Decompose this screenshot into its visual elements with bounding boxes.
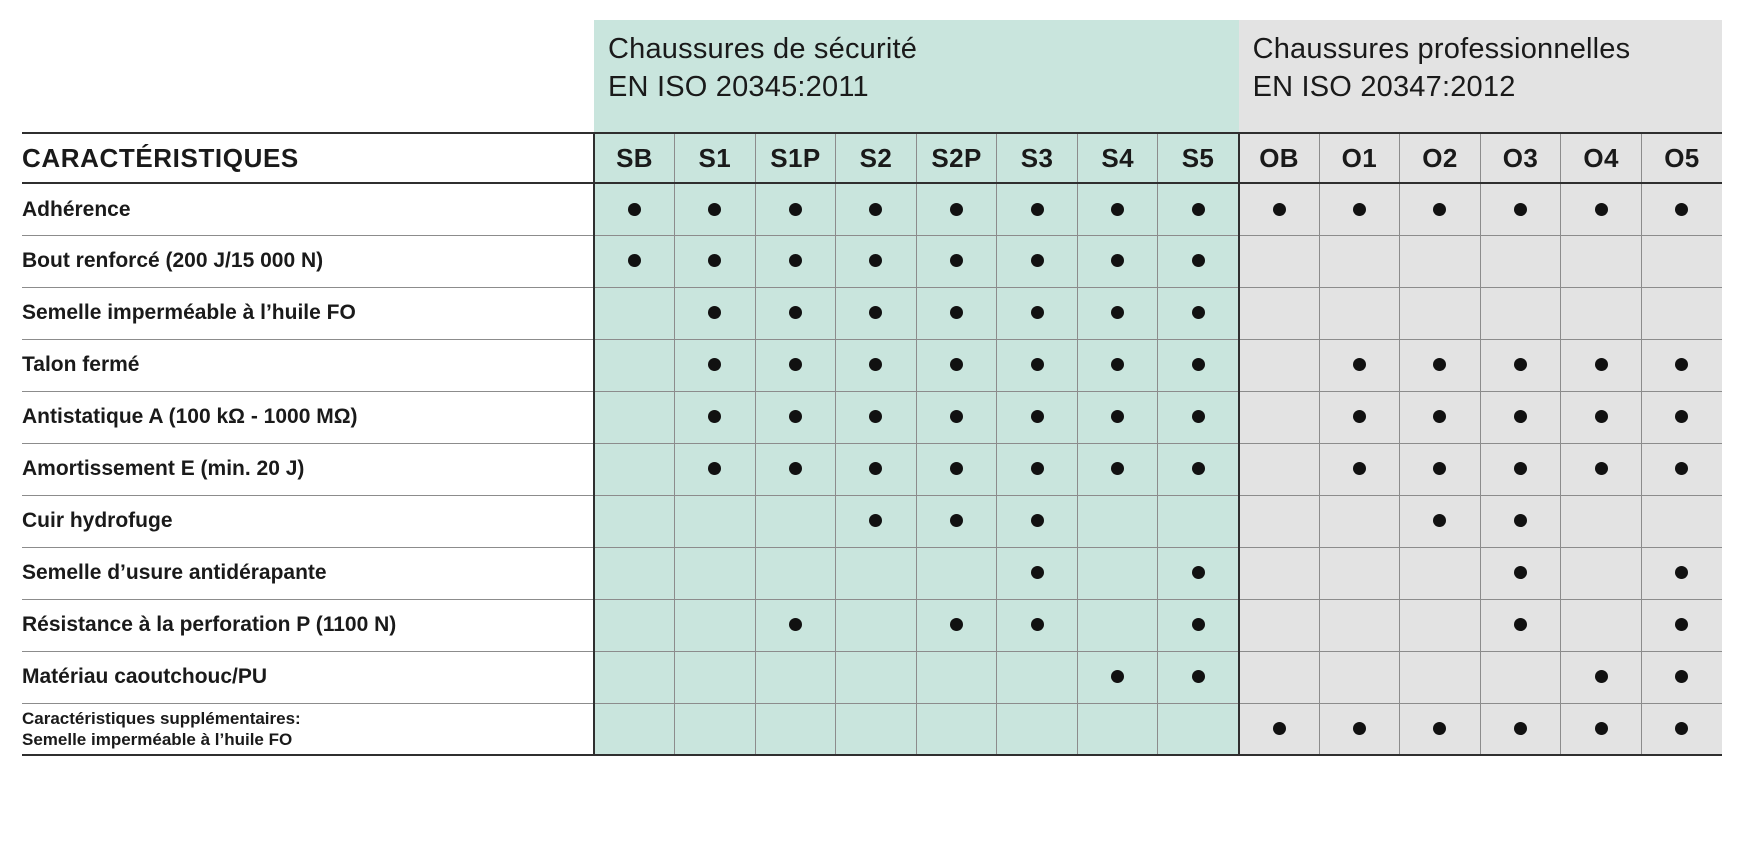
cell-o1-r4	[1319, 339, 1400, 391]
dot-icon	[1675, 618, 1688, 631]
cell-s3-r10	[997, 651, 1078, 703]
cell-s3-r3	[997, 287, 1078, 339]
cell-s5-r10	[1158, 651, 1239, 703]
feature-label: Adhérence	[22, 183, 594, 235]
dot-icon	[789, 618, 802, 631]
dot-icon	[869, 306, 882, 319]
cell-s2-r8	[836, 547, 917, 599]
dot-icon	[1514, 358, 1527, 371]
cell-sb-r9	[594, 599, 675, 651]
column-header-o5: O5	[1641, 133, 1722, 183]
dot-icon	[1675, 203, 1688, 216]
cell-o2-r1	[1400, 183, 1481, 235]
dot-icon	[708, 410, 721, 423]
dot-icon	[1031, 254, 1044, 267]
dot-icon	[1595, 203, 1608, 216]
column-header-s3: S3	[997, 133, 1078, 183]
table-row	[22, 547, 1722, 599]
cell-o1-r10	[1319, 651, 1400, 703]
dot-icon	[1192, 462, 1205, 475]
dot-icon	[708, 203, 721, 216]
column-header-o1: O1	[1319, 133, 1400, 183]
cell-s1-r2	[675, 235, 756, 287]
cell-s5-r1	[1158, 183, 1239, 235]
dot-icon	[1031, 566, 1044, 579]
cell-o3-r5	[1480, 391, 1561, 443]
cell-s1-r6	[675, 443, 756, 495]
cell-s2-r5	[836, 391, 917, 443]
dot-icon	[869, 514, 882, 527]
column-header-s4: S4	[1077, 133, 1158, 183]
cell-o4-r10	[1561, 651, 1642, 703]
dot-icon	[789, 358, 802, 371]
dot-icon	[950, 462, 963, 475]
group-safety-title: Chaussures de sécurité	[608, 33, 918, 65]
cell-s1-r8	[675, 547, 756, 599]
feature-label: Antistatique A (100 kΩ - 1000 MΩ)	[22, 391, 594, 443]
column-header-s2: S2	[836, 133, 917, 183]
dot-icon	[1192, 254, 1205, 267]
cell-ob-r3	[1239, 287, 1320, 339]
cell-s1-r1	[675, 183, 756, 235]
dot-icon	[869, 203, 882, 216]
dot-icon	[950, 306, 963, 319]
dot-icon	[789, 462, 802, 475]
group-professional-standard: EN ISO 20347:2012	[1252, 71, 1516, 104]
cell-o4-r7	[1561, 495, 1642, 547]
dot-icon	[1192, 618, 1205, 631]
dot-icon	[950, 254, 963, 267]
cell-o2-r2	[1400, 235, 1481, 287]
cell-sb-r8	[594, 547, 675, 599]
cell-s1p-r9	[755, 599, 836, 651]
table-body	[22, 20, 1722, 755]
cell-o5-r2	[1641, 235, 1722, 287]
dot-icon	[1192, 670, 1205, 683]
dot-icon	[1353, 203, 1366, 216]
cell-s1p-r4	[755, 339, 836, 391]
cell-s5-r9	[1158, 599, 1239, 651]
cell-s1-r4	[675, 339, 756, 391]
cell-s1-r7	[675, 495, 756, 547]
cell-s1p-r10	[755, 651, 836, 703]
cell-s4-r1	[1077, 183, 1158, 235]
cell-o5-r5	[1641, 391, 1722, 443]
cell-s4-r8	[1077, 547, 1158, 599]
cell-ob-r8	[1239, 547, 1320, 599]
cell-o2-r3	[1400, 287, 1481, 339]
dot-icon	[1675, 722, 1688, 735]
cell-s1p-r1	[755, 183, 836, 235]
group-professional-title: Chaussures professionnelles	[1252, 33, 1631, 65]
dot-icon	[950, 618, 963, 631]
column-header-s5: S5	[1158, 133, 1239, 183]
cell-s1-r11	[675, 703, 756, 755]
dot-icon	[1433, 410, 1446, 423]
cell-o5-r3	[1641, 287, 1722, 339]
dot-icon	[1675, 566, 1688, 579]
dot-icon	[1433, 462, 1446, 475]
table-row	[22, 495, 1722, 547]
cell-s4-r10	[1077, 651, 1158, 703]
column-header-sb: SB	[594, 133, 675, 183]
dot-icon	[1595, 358, 1608, 371]
cell-s5-r5	[1158, 391, 1239, 443]
group-header-spacer	[22, 20, 594, 133]
cell-s1p-r7	[755, 495, 836, 547]
cell-s2p-r1	[916, 183, 997, 235]
dot-icon	[628, 203, 641, 216]
cell-s4-r3	[1077, 287, 1158, 339]
cell-s2p-r11	[916, 703, 997, 755]
cell-ob-r4	[1239, 339, 1320, 391]
cell-o5-r1	[1641, 183, 1722, 235]
dot-icon	[950, 358, 963, 371]
cell-s3-r9	[997, 599, 1078, 651]
table-row	[22, 599, 1722, 651]
cell-s4-r5	[1077, 391, 1158, 443]
cell-ob-r7	[1239, 495, 1320, 547]
feature-label: Matériau caoutchouc/PU	[22, 651, 594, 703]
dot-icon	[1353, 722, 1366, 735]
cell-o2-r6	[1400, 443, 1481, 495]
cell-s1p-r8	[755, 547, 836, 599]
cell-s1-r10	[675, 651, 756, 703]
cell-o4-r3	[1561, 287, 1642, 339]
cell-s2p-r5	[916, 391, 997, 443]
dot-icon	[1514, 514, 1527, 527]
cell-o1-r5	[1319, 391, 1400, 443]
dot-icon	[1111, 358, 1124, 371]
column-header-s2p: S2P	[916, 133, 997, 183]
cell-o4-r6	[1561, 443, 1642, 495]
column-header-o3: O3	[1480, 133, 1561, 183]
cell-s2p-r2	[916, 235, 997, 287]
dot-icon	[1192, 566, 1205, 579]
cell-s2-r7	[836, 495, 917, 547]
cell-s2-r6	[836, 443, 917, 495]
feature-label-line: Semelle imperméable à l’huile FO	[22, 729, 293, 749]
dot-icon	[1192, 203, 1205, 216]
cell-sb-r2	[594, 235, 675, 287]
feature-label: Résistance à la perforation P (1100 N)	[22, 599, 594, 651]
dot-icon	[1433, 514, 1446, 527]
dot-icon	[869, 358, 882, 371]
cell-o3-r3	[1480, 287, 1561, 339]
cell-s4-r11	[1077, 703, 1158, 755]
dot-icon	[1192, 306, 1205, 319]
cell-ob-r6	[1239, 443, 1320, 495]
cell-o5-r11	[1641, 703, 1722, 755]
cell-sb-r1	[594, 183, 675, 235]
column-header-o2: O2	[1400, 133, 1481, 183]
cell-o5-r8	[1641, 547, 1722, 599]
dot-icon	[1031, 358, 1044, 371]
dot-icon	[1111, 410, 1124, 423]
table-row	[22, 391, 1722, 443]
dot-icon	[1031, 514, 1044, 527]
column-header-s1: S1	[675, 133, 756, 183]
cell-o1-r2	[1319, 235, 1400, 287]
cell-o1-r1	[1319, 183, 1400, 235]
cell-s5-r11	[1158, 703, 1239, 755]
cell-o3-r10	[1480, 651, 1561, 703]
dot-icon	[1433, 722, 1446, 735]
cell-o2-r7	[1400, 495, 1481, 547]
dot-icon	[869, 410, 882, 423]
cell-o2-r11	[1400, 703, 1481, 755]
dot-icon	[1031, 203, 1044, 216]
cell-o4-r8	[1561, 547, 1642, 599]
cell-s4-r7	[1077, 495, 1158, 547]
dot-icon	[1675, 462, 1688, 475]
cell-s3-r7	[997, 495, 1078, 547]
cell-o2-r5	[1400, 391, 1481, 443]
cell-o1-r3	[1319, 287, 1400, 339]
dot-icon	[1111, 254, 1124, 267]
cell-ob-r10	[1239, 651, 1320, 703]
cell-s4-r9	[1077, 599, 1158, 651]
cell-o1-r7	[1319, 495, 1400, 547]
cell-s3-r1	[997, 183, 1078, 235]
cell-s5-r2	[1158, 235, 1239, 287]
feature-label: Semelle imperméable à l’huile FO	[22, 287, 594, 339]
cell-s2p-r9	[916, 599, 997, 651]
cell-s2-r11	[836, 703, 917, 755]
cell-o3-r8	[1480, 547, 1561, 599]
cell-o5-r10	[1641, 651, 1722, 703]
cell-s4-r6	[1077, 443, 1158, 495]
cell-s1-r3	[675, 287, 756, 339]
dot-icon	[1353, 462, 1366, 475]
cell-o3-r2	[1480, 235, 1561, 287]
table-row	[22, 443, 1722, 495]
column-header-o4: O4	[1561, 133, 1642, 183]
dot-icon	[1433, 358, 1446, 371]
cell-o4-r5	[1561, 391, 1642, 443]
column-header-s1p: S1P	[755, 133, 836, 183]
cell-s1p-r3	[755, 287, 836, 339]
dot-icon	[1595, 670, 1608, 683]
dot-icon	[1111, 670, 1124, 683]
dot-icon	[1595, 462, 1608, 475]
feature-label: Cuir hydrofuge	[22, 495, 594, 547]
cell-o5-r9	[1641, 599, 1722, 651]
cell-s1p-r5	[755, 391, 836, 443]
dot-icon	[1192, 410, 1205, 423]
cell-o2-r8	[1400, 547, 1481, 599]
dot-icon	[1111, 462, 1124, 475]
table-row	[22, 183, 1722, 235]
cell-s2p-r4	[916, 339, 997, 391]
cell-sb-r4	[594, 339, 675, 391]
dot-icon	[708, 306, 721, 319]
feature-label-line: Caractéristiques supplémentaires:	[22, 708, 301, 728]
cell-o5-r6	[1641, 443, 1722, 495]
cell-o3-r9	[1480, 599, 1561, 651]
cell-o4-r11	[1561, 703, 1642, 755]
cell-s1p-r2	[755, 235, 836, 287]
dot-icon	[950, 410, 963, 423]
cell-s4-r2	[1077, 235, 1158, 287]
cell-o3-r11	[1480, 703, 1561, 755]
dot-icon	[628, 254, 641, 267]
dot-icon	[1514, 410, 1527, 423]
table-row	[22, 339, 1722, 391]
cell-s2p-r3	[916, 287, 997, 339]
cell-s3-r4	[997, 339, 1078, 391]
cell-s3-r8	[997, 547, 1078, 599]
dot-icon	[1192, 358, 1205, 371]
cell-s3-r2	[997, 235, 1078, 287]
group-safety-standard: EN ISO 20345:2011	[608, 71, 869, 104]
dot-icon	[1111, 306, 1124, 319]
cell-ob-r2	[1239, 235, 1320, 287]
cell-o2-r4	[1400, 339, 1481, 391]
cell-s5-r8	[1158, 547, 1239, 599]
dot-icon	[1031, 410, 1044, 423]
cell-s2-r4	[836, 339, 917, 391]
feature-label: Semelle d’usure antidérapante	[22, 547, 594, 599]
dot-icon	[1514, 722, 1527, 735]
cell-o3-r7	[1480, 495, 1561, 547]
cell-s1p-r11	[755, 703, 836, 755]
cell-sb-r6	[594, 443, 675, 495]
cell-s1-r5	[675, 391, 756, 443]
cell-ob-r5	[1239, 391, 1320, 443]
dot-icon	[789, 254, 802, 267]
dot-icon	[1273, 203, 1286, 216]
dot-icon	[708, 254, 721, 267]
cell-s2p-r6	[916, 443, 997, 495]
cell-s5-r4	[1158, 339, 1239, 391]
dot-icon	[1675, 670, 1688, 683]
dot-icon	[708, 462, 721, 475]
cell-s2p-r10	[916, 651, 997, 703]
cell-o1-r11	[1319, 703, 1400, 755]
cell-s3-r6	[997, 443, 1078, 495]
cell-o3-r1	[1480, 183, 1561, 235]
dot-icon	[1595, 722, 1608, 735]
cell-s2-r1	[836, 183, 917, 235]
cell-o3-r4	[1480, 339, 1561, 391]
cell-s5-r6	[1158, 443, 1239, 495]
cell-s3-r11	[997, 703, 1078, 755]
cell-s4-r4	[1077, 339, 1158, 391]
cell-s3-r5	[997, 391, 1078, 443]
dot-icon	[1353, 358, 1366, 371]
feature-label: Talon fermé	[22, 339, 594, 391]
cell-o4-r1	[1561, 183, 1642, 235]
cell-s2-r10	[836, 651, 917, 703]
dot-icon	[869, 462, 882, 475]
group-header-safety	[594, 20, 1239, 133]
table-row	[22, 235, 1722, 287]
cell-sb-r7	[594, 495, 675, 547]
dot-icon	[869, 254, 882, 267]
cell-o4-r4	[1561, 339, 1642, 391]
dot-icon	[789, 203, 802, 216]
dot-icon	[1353, 410, 1366, 423]
cell-s1p-r6	[755, 443, 836, 495]
cell-o1-r8	[1319, 547, 1400, 599]
group-header-professional	[1239, 20, 1722, 133]
dot-icon	[950, 203, 963, 216]
cell-s5-r7	[1158, 495, 1239, 547]
table-row	[22, 703, 1722, 755]
cell-ob-r1	[1239, 183, 1320, 235]
cell-sb-r11	[594, 703, 675, 755]
dot-icon	[1595, 410, 1608, 423]
dot-icon	[1675, 358, 1688, 371]
dot-icon	[1111, 203, 1124, 216]
dot-icon	[708, 358, 721, 371]
cell-o5-r7	[1641, 495, 1722, 547]
cell-ob-r9	[1239, 599, 1320, 651]
cell-sb-r3	[594, 287, 675, 339]
cell-sb-r5	[594, 391, 675, 443]
dot-icon	[789, 306, 802, 319]
group-header-row	[22, 20, 1722, 133]
cell-s2p-r7	[916, 495, 997, 547]
cell-o1-r6	[1319, 443, 1400, 495]
cell-o3-r6	[1480, 443, 1561, 495]
dot-icon	[1514, 618, 1527, 631]
cell-o4-r9	[1561, 599, 1642, 651]
footwear-standards-table	[22, 20, 1722, 756]
cell-s2-r9	[836, 599, 917, 651]
dot-icon	[950, 514, 963, 527]
dot-icon	[1675, 410, 1688, 423]
dot-icon	[1514, 203, 1527, 216]
cell-o4-r2	[1561, 235, 1642, 287]
table-row	[22, 287, 1722, 339]
dot-icon	[789, 410, 802, 423]
dot-icon	[1031, 462, 1044, 475]
cell-o1-r9	[1319, 599, 1400, 651]
cell-s2-r2	[836, 235, 917, 287]
cell-s1-r9	[675, 599, 756, 651]
cell-o2-r9	[1400, 599, 1481, 651]
dot-icon	[1031, 306, 1044, 319]
dot-icon	[1273, 722, 1286, 735]
table-row	[22, 651, 1722, 703]
feature-label: Bout renforcé (200 J/15 000 N)	[22, 235, 594, 287]
feature-column-header: CARACTÉRISTIQUES	[22, 133, 594, 183]
cell-s2-r3	[836, 287, 917, 339]
dot-icon	[1433, 203, 1446, 216]
cell-o5-r4	[1641, 339, 1722, 391]
cell-ob-r11	[1239, 703, 1320, 755]
cell-o2-r10	[1400, 651, 1481, 703]
dot-icon	[1031, 618, 1044, 631]
feature-label	[22, 703, 594, 755]
cell-sb-r10	[594, 651, 675, 703]
column-header-ob: OB	[1239, 133, 1320, 183]
cell-s2p-r8	[916, 547, 997, 599]
feature-label: Amortissement E (min. 20 J)	[22, 443, 594, 495]
cell-s5-r3	[1158, 287, 1239, 339]
dot-icon	[1514, 566, 1527, 579]
column-header-row	[22, 133, 1722, 183]
dot-icon	[1514, 462, 1527, 475]
